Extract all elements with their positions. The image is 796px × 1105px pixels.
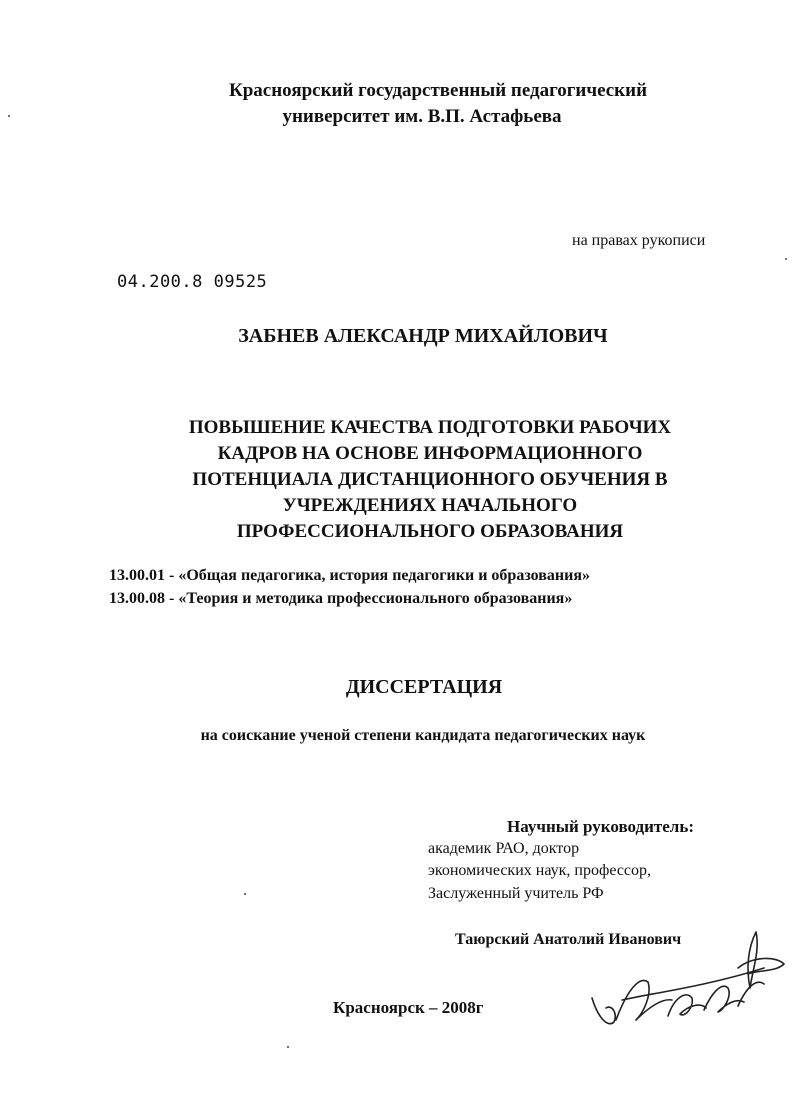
supervisor-credential-2: экономических наук, профессор, [428,862,652,879]
title-line: ПРОФЕССИОНАЛЬНОГО ОБРАЗОВАНИЯ [236,521,624,542]
handwritten-signature [588,928,788,1033]
supervisor-name: Таюрский Анатолий Иванович [455,931,682,948]
supervisor-credential-1: академик РАО, доктор [428,840,580,857]
city-and-year: Красноярск – 2008г [333,998,484,1017]
title-line: ПОВЫШЕНИЕ КАЧЕСТВА ПОДГОТОВКИ РАБОЧИХ [188,417,672,438]
university-name-line-1: Красноярский государственный педагогический [228,80,648,101]
specialty-code-2: 13.00.08 - «Теория и методика профессионального образования» [109,590,573,607]
inventory-stamp-number: 04.200.8 09525 [117,272,268,292]
scan-speck [244,893,246,895]
university-name-line-2: университет им. В.П. Астафьева [282,106,562,127]
supervisor-heading: Научный руководитель: [507,817,694,836]
dissertation-title [140,415,720,545]
author-name: ЗАБНЕВ АЛЕКСАНДР МИХАЙЛОВИЧ [238,325,608,347]
document-type: ДИССЕРТАЦИЯ [345,676,503,698]
title-line: КАДРОВ НА ОСНОВЕ ИНФОРМАЦИОННОГО [217,443,643,464]
title-line: УЧРЕЖДЕНИЯХ НАЧАЛЬНОГО [282,495,578,516]
degree-statement: на соискание ученой степени кандидата педагогических наук [200,727,646,744]
manuscript-note: на правах рукописи [572,232,706,249]
scan-speck [287,1046,289,1048]
scan-speck [785,258,787,260]
scan-speck [8,115,10,117]
title-line: ПОТЕНЦИАЛА ДИСТАНЦИОННОГО ОБУЧЕНИЯ В [192,469,668,490]
specialty-code-1: 13.00.01 - «Общая педагогика, история педагогики и образования» [109,567,590,584]
supervisor-credential-3: Заслуженный учитель РФ [428,885,604,902]
